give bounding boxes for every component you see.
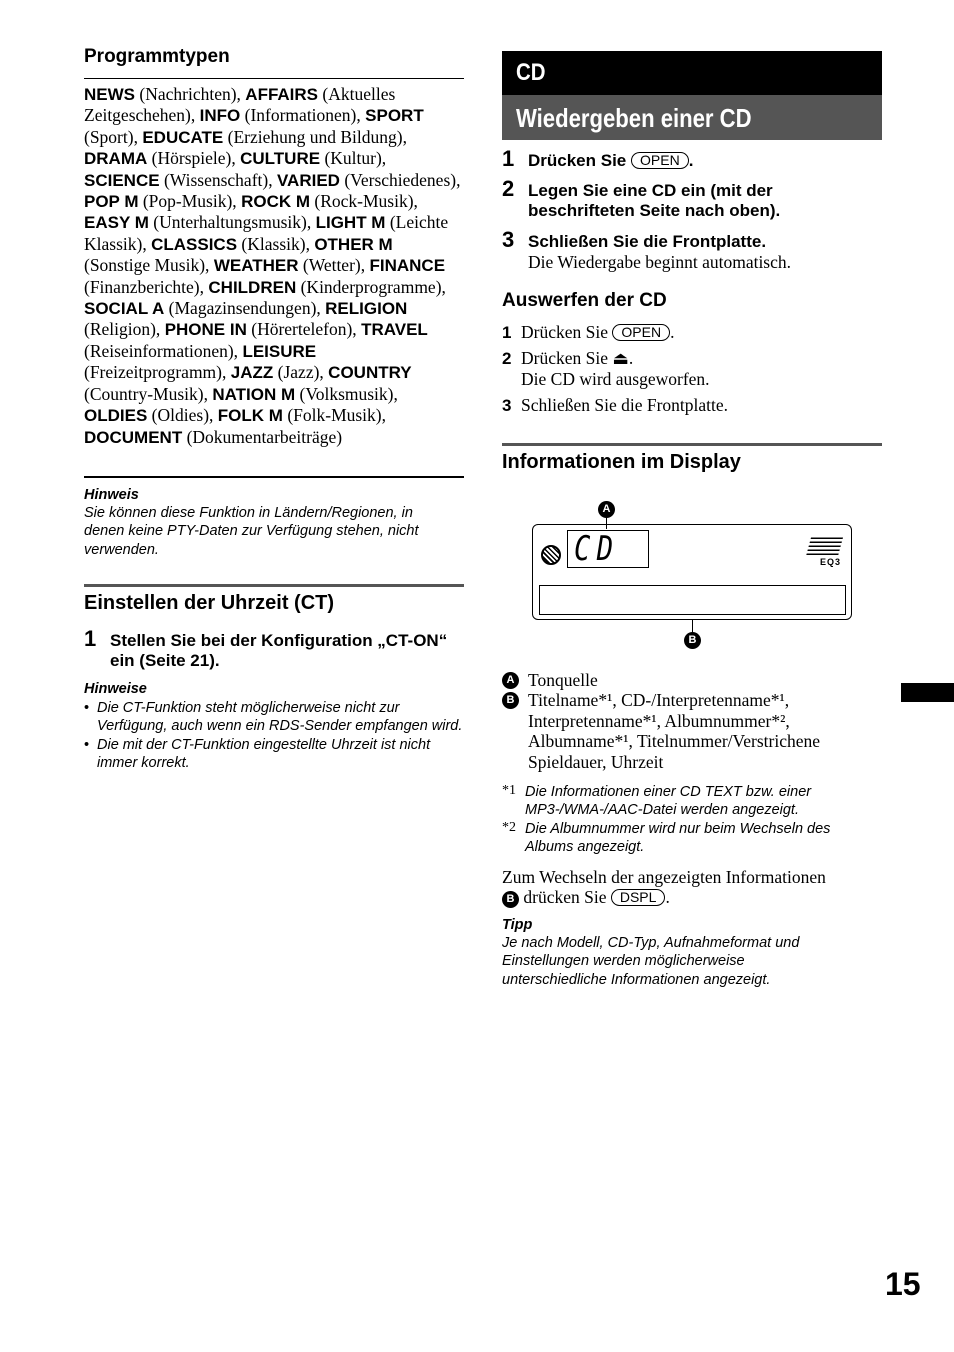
source-indicator	[567, 530, 649, 568]
pty-description: (Country-Musik),	[84, 383, 213, 404]
hinweis-item	[84, 699, 464, 736]
pty-description: (Finanzberichte),	[84, 276, 209, 297]
display-illustration	[520, 498, 876, 654]
hinweise-heading: Hinweise	[84, 681, 147, 697]
pty-code: TRAVEL	[361, 320, 428, 340]
pty-code: LEISURE	[242, 341, 317, 361]
pty-description: (Rock-Musik),	[310, 191, 418, 212]
pty-code: DRAMA	[84, 149, 148, 169]
page-number: 15	[885, 1266, 921, 1302]
pty-description: (Wissenschaft),	[159, 169, 277, 190]
hinweis-item	[84, 736, 464, 773]
pty-code: OTHER M	[314, 234, 393, 254]
pty-code: POP M	[84, 192, 139, 212]
footnote-text: Die Albumnummer wird nur beim Wechseln des Albums angezeigt.	[525, 820, 831, 856]
programmtypen-heading: Programmtypen	[84, 46, 230, 67]
pty-description: (Sonstige Musik),	[84, 255, 214, 276]
display-frame	[532, 524, 852, 620]
pty-description: (Dokumentarbeiträge)	[182, 426, 343, 447]
step-punct: .	[628, 348, 634, 368]
pty-code: DOCUMENT	[84, 427, 183, 447]
callout-a: A	[598, 501, 615, 518]
pty-description: (Reiseinformationen),	[84, 340, 243, 361]
step-number: 3	[502, 227, 515, 252]
pty-description: (Freizeitprogramm),	[84, 362, 231, 383]
section-divider	[84, 584, 464, 587]
open-button-label: OPEN	[631, 152, 689, 169]
banner-title	[502, 95, 882, 140]
info-text-area	[539, 585, 846, 615]
step-number: 1	[502, 323, 512, 342]
eject-steps	[502, 322, 882, 421]
pty-code: SCIENCE	[84, 170, 160, 190]
pty-code: CLASSICS	[151, 234, 238, 254]
step-text: Drücken Sie	[528, 151, 627, 170]
pty-code: EDUCATE	[142, 127, 224, 147]
step-body	[528, 178, 882, 221]
pty-description: (Oldies),	[147, 405, 218, 426]
step-body	[521, 322, 882, 343]
pty-description: (Klassik),	[237, 233, 315, 254]
legend-text: Titelname*¹, CD-/Interpretenname*¹, Interpretenname*¹, Albumnummer*², Albumname*¹, Titelnummer/Verstrichene Spieldauer, Uhrzeit	[528, 690, 821, 772]
legend-label: A	[502, 672, 519, 689]
pty-description: (Erziehung und Bildung),	[223, 126, 407, 147]
pty-description: (Volksmusik),	[295, 383, 398, 404]
step-text: Schließen Sie die Frontplatte.	[521, 395, 729, 415]
pty-code: PHONE IN	[164, 320, 247, 340]
heading-rule	[84, 78, 464, 79]
step-text: Schließen Sie die Frontplatte.	[528, 232, 767, 251]
switch-info-text: Zum Wechseln der angezeigten Informationen B drücken Sie DSPL .	[502, 867, 826, 908]
tipp-heading: Tipp	[502, 917, 533, 933]
eject-step	[502, 348, 882, 390]
legend-item	[502, 670, 882, 690]
legend-item	[502, 690, 882, 772]
pty-code: LIGHT M	[315, 213, 386, 233]
banner-cd-label: CD	[516, 59, 546, 86]
disc-icon	[541, 545, 561, 565]
step-punct: .	[688, 151, 694, 170]
banner-title-label: Wiedergeben einer CD	[516, 103, 752, 133]
pty-description: (Jazz),	[273, 362, 329, 383]
callout-b: B	[684, 632, 701, 649]
display-legend	[502, 670, 882, 772]
pty-code: INFO	[199, 106, 241, 126]
step-text: Drücken Sie	[521, 322, 608, 342]
switch-text-2: drücken Sie	[523, 887, 607, 908]
pty-description: (Informationen),	[240, 105, 366, 126]
pty-code: OLDIES	[84, 406, 148, 426]
pty-code: RELIGION	[325, 299, 408, 319]
footnote	[502, 783, 882, 820]
pty-description: (Unterhaltungsmusik),	[148, 212, 316, 233]
open-button-label: OPEN	[612, 324, 670, 341]
uhrzeit-step	[84, 628, 454, 671]
uhrzeit-heading: Einstellen der Uhrzeit (CT)	[84, 592, 335, 614]
pty-description: (Sport),	[84, 126, 143, 147]
eq-bars-icon	[806, 535, 843, 555]
hinweis-item-text: Die mit der CT-Funktion eingestellte Uhrzeit ist nicht immer korrekt.	[97, 736, 431, 772]
cd-steps	[502, 148, 882, 279]
eq-label: EQ3	[819, 557, 841, 567]
hinweise-list	[84, 699, 464, 773]
pty-description: (Hörspiele),	[147, 148, 241, 169]
pty-code: AFFAIRS	[245, 85, 319, 104]
banner-cd	[502, 51, 882, 95]
section-rule	[84, 476, 464, 478]
step-subtext: Die Wiedergabe beginnt automatisch.	[528, 252, 792, 272]
step-text: Stellen Sie bei der Konfiguration „CT-ON“ ein (Seite 21).	[110, 631, 448, 670]
eject-step	[502, 322, 882, 343]
step-body	[528, 148, 882, 171]
pty-description: (Magazinsendungen),	[164, 298, 326, 319]
section-tab-marker	[901, 683, 954, 702]
legend-text: Tonquelle	[528, 670, 598, 690]
step-subtext: Die CD wird ausgeworfen.	[521, 369, 710, 389]
switch-text-1: Zum Wechseln der angezeigten Informationen	[502, 867, 826, 887]
pty-code: EASY M	[84, 213, 149, 233]
footnote-mark: *1	[502, 783, 516, 798]
pty-description: (Leichte Klassik),	[84, 212, 449, 254]
hinweis-item-text: Die CT-Funktion steht möglicherweise nicht zur Verfügung, auch wenn ein RDS-Sender empfangen wird.	[97, 700, 463, 735]
bullet: •	[84, 700, 90, 716]
hinweis-text: Sie können diese Funktion in Ländern/Regionen, in denen keine PTY-Daten zur Verfügung stehen, nicht verwenden.	[84, 505, 419, 558]
step-number: 2	[502, 349, 512, 368]
eject-icon: ⏏	[612, 348, 629, 368]
step-body	[521, 348, 882, 390]
hinweis-heading: Hinweis	[84, 487, 139, 503]
source-text: CD	[574, 529, 620, 569]
step-body	[521, 395, 882, 416]
pty-code: JAZZ	[230, 363, 274, 383]
legend-label: B	[502, 692, 519, 709]
footnote-text: Die Informationen einer CD TEXT bzw. einer MP3-/WMA-/AAC-Datei werden angezeigt.	[525, 784, 812, 819]
step-body	[528, 229, 882, 272]
cd-step	[502, 229, 882, 272]
pty-description: (Aktuelles Zeitgeschehen),	[84, 84, 396, 126]
step-number: 1	[502, 146, 515, 171]
pty-code: CHILDREN	[208, 277, 297, 297]
step-number: 3	[502, 396, 512, 415]
step-number: 1	[84, 626, 97, 651]
pty-code: SPORT	[365, 106, 424, 126]
pty-description: (Nachrichten),	[135, 84, 246, 104]
pty-code: ROCK M	[241, 192, 311, 212]
section-divider	[502, 443, 882, 446]
step-punct: .	[670, 322, 675, 342]
pty-description: (Pop-Musik),	[138, 191, 242, 212]
cd-step	[502, 148, 882, 171]
footnotes	[502, 783, 882, 857]
pty-description: (Kinderprogramme),	[296, 276, 446, 297]
dspl-button-label: DSPL	[611, 889, 666, 906]
programmtypen-list	[84, 84, 462, 448]
pty-code: WEATHER	[213, 256, 299, 276]
step-number: 2	[502, 176, 515, 201]
callout-b-inline: B	[502, 891, 519, 908]
cd-step	[502, 178, 882, 221]
pty-code: NATION M	[212, 384, 296, 404]
pty-description: (Wetter),	[298, 255, 370, 276]
eject-heading: Auswerfen der CD	[502, 290, 667, 311]
step-text: Legen Sie eine CD ein (mit der beschrifteten Seite nach oben).	[528, 181, 781, 220]
pty-code: FOLK M	[217, 406, 283, 426]
eject-step	[502, 395, 882, 416]
pty-code: CULTURE	[240, 149, 321, 169]
pty-description: (Verschiedenes),	[339, 169, 461, 190]
pty-code: NEWS	[84, 85, 135, 104]
tipp-text: Je nach Modell, CD-Typ, Aufnahmeformat und Einstellungen werden möglicherweise unterschiedliche Informationen angezeigt.	[502, 935, 800, 988]
display-heading: Informationen im Display	[502, 451, 741, 473]
pty-code: FINANCE	[369, 256, 446, 276]
pty-description: (Kultur),	[320, 148, 387, 169]
bullet: •	[84, 736, 90, 753]
pty-description: (Folk-Musik),	[282, 405, 386, 426]
pty-code: COUNTRY	[328, 363, 412, 383]
footnote	[502, 820, 882, 857]
pty-description: (Hörertelefon),	[246, 319, 362, 340]
step-text: Drücken Sie	[521, 348, 608, 368]
pty-code: SOCIAL A	[84, 299, 165, 319]
pty-code: VARIED	[276, 170, 340, 190]
pty-description: (Religion),	[84, 319, 165, 340]
footnote-mark: *2	[502, 819, 516, 835]
